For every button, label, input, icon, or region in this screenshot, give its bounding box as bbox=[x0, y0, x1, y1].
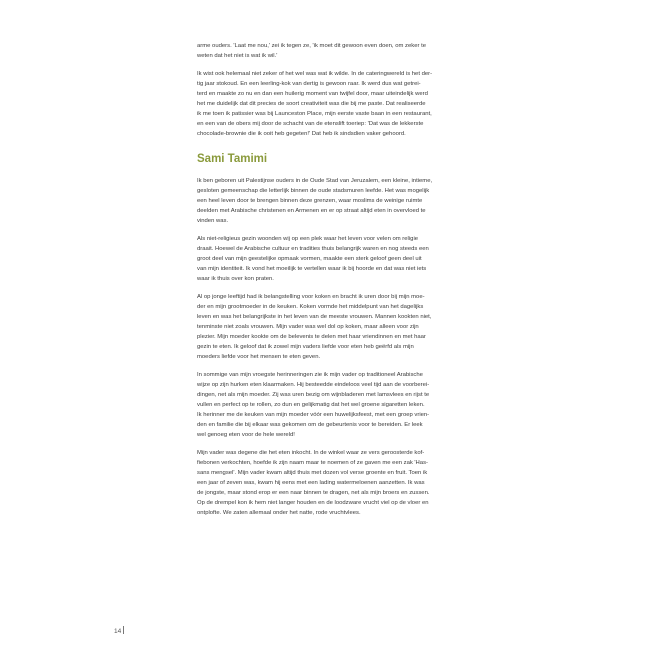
text-line: tenminste niet zoals vrouwen. Mijn vader was wel dol op koken, maar alleen voor zijn bbox=[197, 324, 419, 330]
text-line: deelden met Arabische christenen en Armenen en er op straat altijd eten in overvloed te bbox=[197, 208, 426, 214]
text-line: Ik ben geboren uit Palestijnse ouders in de Oude Stad van Jeruzalem, een kleine, intieme, bbox=[197, 178, 433, 184]
intro-section bbox=[197, 41, 494, 139]
text-line: draait. Hoewel de Arabische cultuur en tradities thuis belangrijk waren en nog steeds een bbox=[197, 246, 429, 252]
text-line: weten dat het niet is wat ik wil.' bbox=[197, 53, 278, 59]
text-line: vinden was. bbox=[197, 218, 229, 224]
text-line: gesloten gemeenschap die letterlijk binnen de oude stadsmuren leefde. Het was mogelijk bbox=[197, 188, 430, 194]
text-line: In sommige van mijn vroegste herinneringen zie ik mijn vader op traditioneel Arabische bbox=[197, 372, 423, 378]
page-number-rule bbox=[123, 626, 124, 634]
paragraph bbox=[197, 292, 494, 362]
section-heading: Sami Tamimi bbox=[197, 153, 268, 165]
text-line: tig jaar stokoud. En een leerling-kok van dertig is gewoon raar. Ik werd dus wat getrei- bbox=[197, 81, 421, 87]
text-line: der en mijn grootmoeder in de keuken. Koken vormde het middelpunt van het dagelijks bbox=[197, 304, 424, 310]
paragraph bbox=[197, 69, 494, 139]
paragraph bbox=[197, 234, 494, 284]
text-line: terd en maakte zo nu en dan een huilerig moment van twijfel door, maar uiteindelijk werd bbox=[197, 91, 428, 97]
text-line: en een van de obers mij door de schacht van de etenslift toeriep: 'Dat was de lekkerste bbox=[197, 121, 424, 127]
text-line: Ik herinner me de keuken van mijn moeder vóór een huwelijksfeest, met een groep vrien- bbox=[197, 412, 430, 418]
text-line: wijze op zijn hurken eten klaarmaken. Hij besteedde eindeloos veel tijd aan de voorberei- bbox=[197, 382, 430, 388]
text-line: een jaar of zeven was, kwam hij eens met een lading watermeloenen aanzetten. Ik was bbox=[197, 480, 425, 486]
text-line: chocolade-brownie die ik ooit heb gegeten!' Dat heb ik sindsdien vaker gehoord. bbox=[197, 131, 406, 137]
text-line: fiebonen verkochten, hoefde ik zijn naam maar te noemen of ze gaven me een zak 'Has- bbox=[197, 460, 428, 466]
text-line: arme ouders. 'Laat me nou,' zei ik tegen ze, 'ik moet dit gewoon even doen, om zeker te bbox=[197, 43, 426, 49]
text-line: Al op jonge leeftijd had ik belangstelling voor koken en bracht ik uren door bij mijn moe- bbox=[197, 294, 425, 300]
page-number bbox=[114, 626, 124, 635]
text-line: vullen en perfect op te rollen, zo dun en gelijkmatig dat het wel groene sigaretten leken. bbox=[197, 402, 425, 408]
text-line: het me duidelijk dat dit precies de soort creativiteit was die bij me paste. Dat realiseerde bbox=[197, 101, 426, 107]
text-line: moeders liefde voor het mensen te eten geven. bbox=[197, 354, 321, 360]
paragraph bbox=[197, 370, 494, 440]
text-line: gezin te eten. Ik geloof dat ik zowel mijn vaders liefde voor eten heb geërfd als mijn bbox=[197, 344, 414, 350]
text-line: dingen, net als mijn moeder. Zij was uren bezig om wijnbladeren met lamsvlees en rijst te bbox=[197, 392, 430, 398]
text-line: van mijn identiteit. Ik vond het moeilijk te vertellen waar ik bij hoorde en dat was niet iets bbox=[197, 266, 427, 272]
text-line: waar ik thuis over kon praten. bbox=[197, 276, 274, 282]
text-line: Ik wist ook helemaal niet zeker of het wel was wat ik wilde. In de cateringwereld is het der- bbox=[197, 71, 433, 77]
text-line: groot deel van mijn geestelijke opmaak vormen, maakte een sterk geloof geen deel uit bbox=[197, 256, 422, 262]
sami-tamimi-section bbox=[197, 176, 494, 518]
text-line: ik me toen ik patissier was bij Launceston Place, mijn eerste vaste baan in een restaurant, bbox=[197, 111, 432, 117]
text-line: Als niet-religieus gezin woonden wij op een plek waar het leven voor velen om religie bbox=[197, 236, 419, 242]
text-line: sans mengsel'. Mijn vader kwam altijd thuis met dozen vol verse groente en fruit. Toen ik bbox=[197, 470, 428, 476]
paragraph bbox=[197, 176, 494, 226]
text-line: leven en was het belangrijkste in het leven van de meeste vrouwen. Mannen kookten niet, bbox=[197, 314, 432, 320]
text-line: plezier. Mijn moeder kookte om de belevenis te delen met haar vriendinnen en met haar bbox=[197, 334, 426, 340]
paragraph bbox=[197, 448, 494, 518]
text-line: Mijn vader was degene die het eten inkocht. In de winkel waar ze vers geroosterde kof- bbox=[197, 450, 425, 456]
text-line: den en familie die bij elkaar was gekomen om de gebeurtenis voor te bereiden. Er leek bbox=[197, 422, 423, 428]
text-column bbox=[197, 41, 494, 526]
paragraph bbox=[197, 41, 494, 61]
text-line: ontplofte. We zaten allemaal onder het natte, rode vruchtvlees. bbox=[197, 510, 361, 516]
text-line: wel genoeg eten voor de hele wereld! bbox=[197, 432, 295, 438]
page-number-text: 14 bbox=[114, 628, 122, 635]
text-line: de jongste, maar stond erop er een naar binnen te dragen, net als mijn broers en zussen. bbox=[197, 490, 430, 496]
text-line: Op de drempel kon ik hem niet langer houden en de loodzware vrucht viel op de vloer en bbox=[197, 500, 429, 506]
text-line: een heel leven door te brengen binnen deze grenzen, waar moslims de weinige ruimte bbox=[197, 198, 423, 204]
